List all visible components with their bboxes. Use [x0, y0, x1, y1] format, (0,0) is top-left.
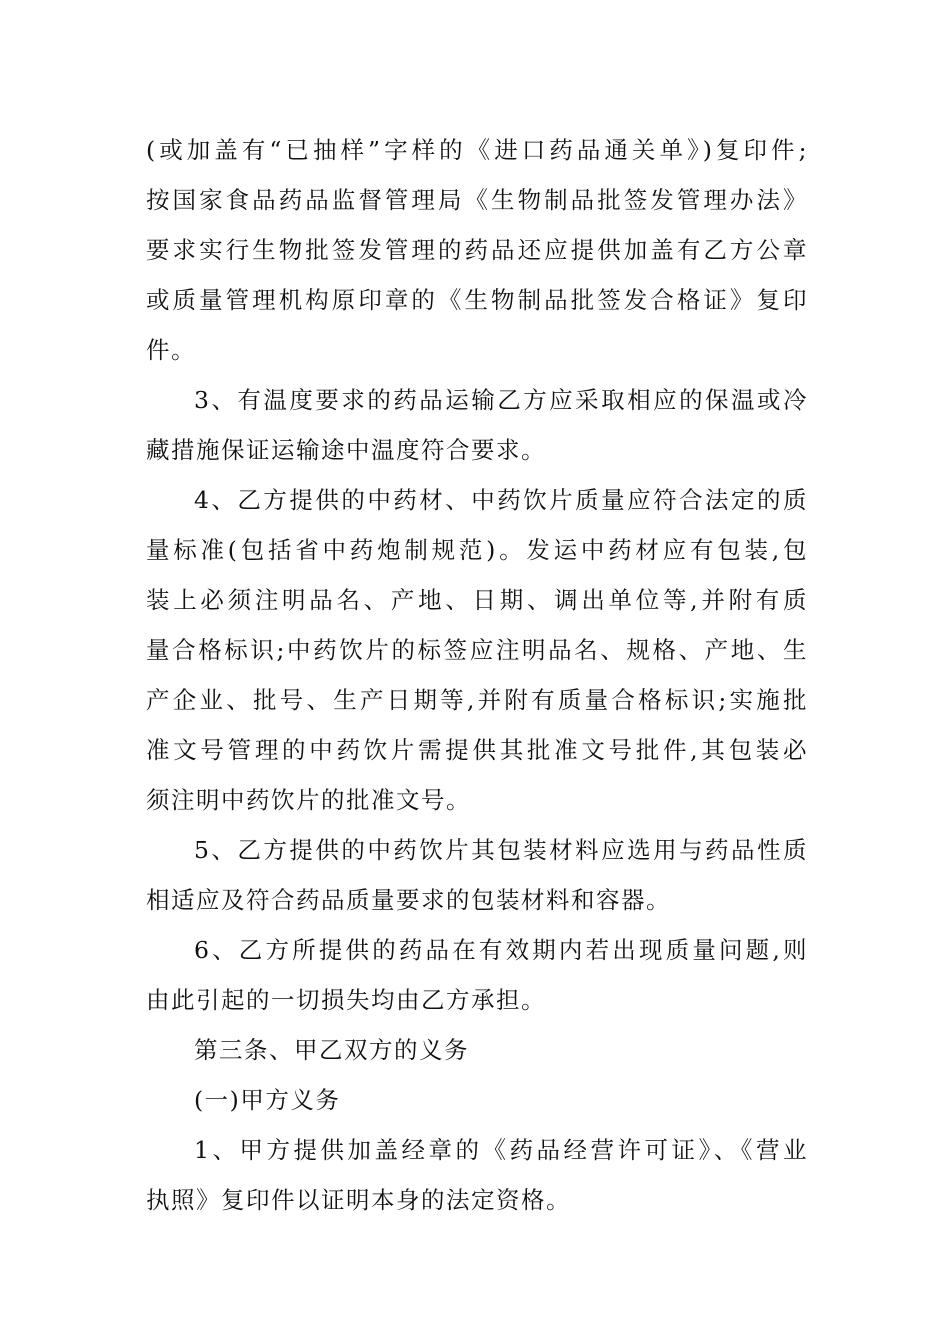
text-line: 须注明中药饮片的批准文号。 — [146, 786, 471, 814]
text-line: 产企业、批号、生产日期等,并附有质量合格标识;实施批 — [146, 686, 808, 714]
text-line: 或质量管理机构原印章的《生物制品批签发合格证》复印 — [146, 286, 808, 314]
text-line: 1、甲方提供加盖经章的《药品经营许可证》、《营业 — [194, 1136, 808, 1164]
text-line: 4、乙方提供的中药材、中药饮片质量应符合法定的质 — [194, 486, 808, 514]
text-line: 准文号管理的中药饮片需提供其批准文号批件,其包装必 — [146, 736, 808, 764]
text-line: 要求实行生物批签发管理的药品还应提供加盖有乙方公章 — [146, 236, 808, 264]
text-line: (或加盖有“已抽样”字样的《进口药品通关单》)复印件; — [146, 136, 808, 164]
text-line: 5、乙方提供的中药饮片其包装材料应选用与药品性质 — [194, 836, 808, 864]
text-line: 按国家食品药品监督管理局《生物制品批签发管理办法》 — [146, 186, 808, 214]
section-heading: 第三条、甲乙双方的义务 — [194, 1036, 469, 1064]
text-line: 由此引起的一切损失均由乙方承担。 — [146, 986, 546, 1014]
text-line: 相适应及符合药品质量要求的包装材料和容器。 — [146, 886, 671, 914]
subsection-heading: (一)甲方义务 — [194, 1086, 341, 1114]
text-line: 6、乙方所提供的药品在有效期内若出现质量问题,则 — [194, 936, 808, 964]
text-line: 藏措施保证运输途中温度符合要求。 — [146, 436, 546, 464]
text-line: 量合格标识;中药饮片的标签应注明品名、规格、产地、生 — [146, 636, 808, 664]
text-line: 3、有温度要求的药品运输乙方应采取相应的保温或冷 — [194, 386, 808, 414]
text-line: 量标准(包括省中药炮制规范)。发运中药材应有包装,包 — [146, 536, 808, 564]
text-line: 件。 — [146, 336, 196, 364]
text-line: 执照》复印件以证明本身的法定资格。 — [146, 1186, 571, 1214]
text-line: 装上必须注明品名、产地、日期、调出单位等,并附有质 — [146, 586, 808, 614]
contract-text-block — [146, 125, 808, 1225]
